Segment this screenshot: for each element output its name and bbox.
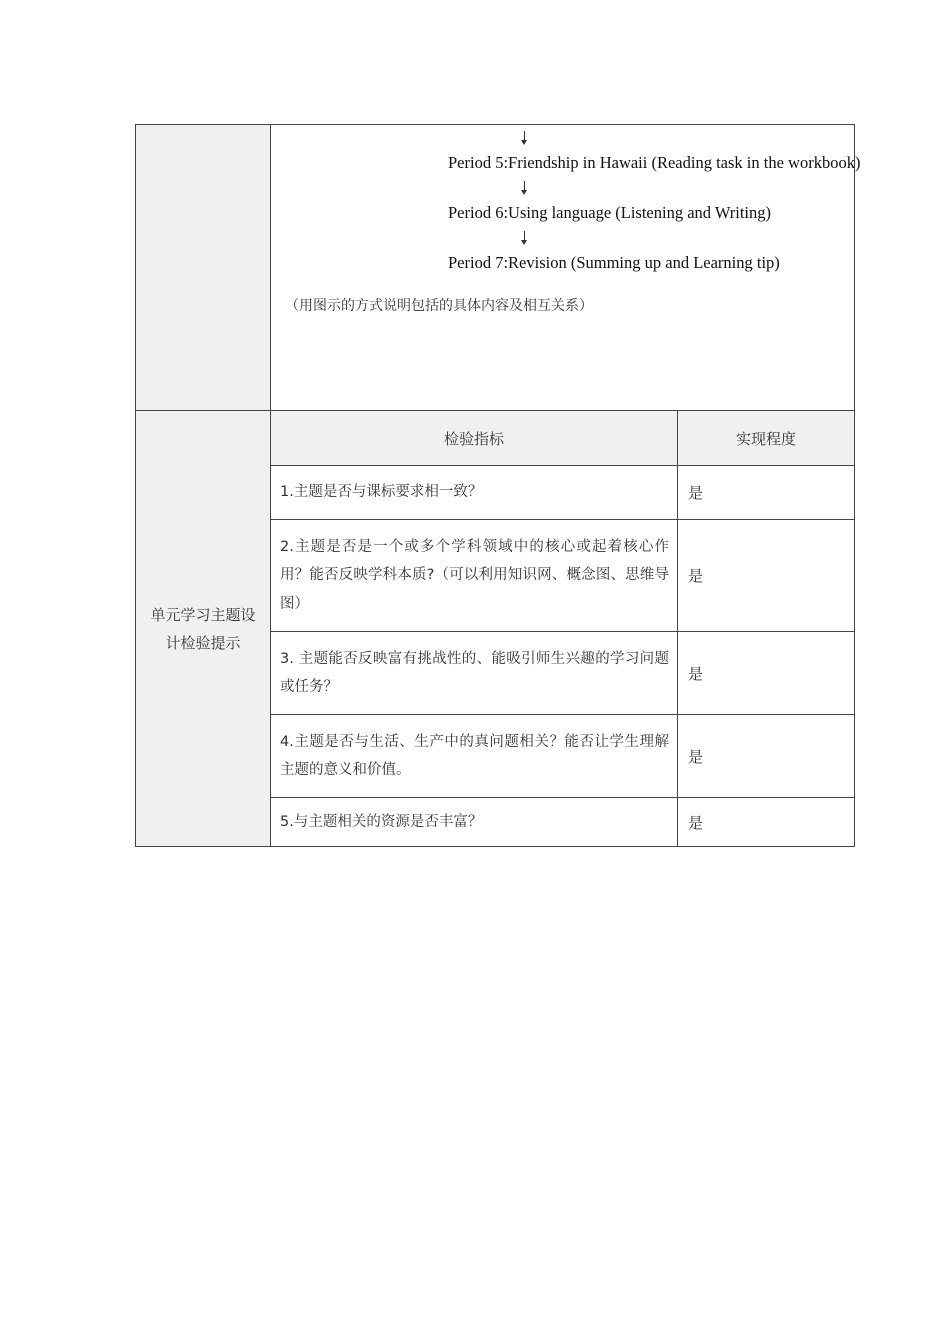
period-6-text: Period 6:Using language (Listening and Writing): [448, 203, 772, 222]
degree-value: 是: [688, 664, 704, 683]
indicator-text: 4.主题是否与生活、生产中的真问题相关？能否让学生理解主题的意义和价值。: [280, 733, 669, 778]
flow-instruction-note: （用图示的方式说明包括的具体内容及相互关系）: [285, 298, 593, 314]
checklist-label-cell: [136, 411, 271, 846]
lesson-flow-row: [136, 125, 861, 411]
indicator-cell: [271, 520, 678, 631]
period-5-text: Period 5:Friendship in Hawaii (Reading task in the workbook): [448, 153, 861, 172]
unit-design-table: [135, 124, 861, 847]
checklist-item-row: [271, 632, 854, 715]
checklist-grid: [271, 411, 854, 846]
lesson-flow-diagram: [271, 125, 861, 410]
checklist-header-row: [271, 411, 854, 466]
degree-cell: [678, 632, 854, 714]
indicator-text: 2.主题是否是一个或多个学科领域中的核心或起着核心作用？能否反映学科本质?（可以利用知识网、概念图、思维导图）: [280, 538, 669, 612]
checklist-item-row: [271, 798, 854, 846]
degree-header-cell: [678, 411, 854, 465]
degree-value: 是: [688, 747, 704, 766]
indicator-cell: [271, 632, 678, 714]
degree-value: 是: [688, 567, 704, 585]
checklist-item-row: [271, 715, 854, 798]
down-arrow-icon: [521, 231, 529, 245]
indicator-column-header: 检验指标: [443, 429, 504, 448]
degree-cell: [678, 520, 854, 631]
degree-value: 是: [688, 484, 704, 502]
indicator-text: 3. 主题能否反映富有挑战性的、能吸引师生兴趣的学习问题或任务？: [280, 650, 669, 695]
flow-label-cell: [136, 125, 271, 410]
down-arrow-icon: [521, 181, 529, 195]
indicator-header-cell: [271, 411, 678, 465]
degree-cell: [678, 798, 854, 846]
checklist-row: [136, 411, 854, 846]
indicator-cell: [271, 798, 678, 846]
indicator-cell: [271, 715, 678, 797]
degree-cell: [678, 715, 854, 797]
checklist-section-label: 单元学习主题设计检验提示: [150, 605, 256, 652]
degree-column-header: 实现程度: [735, 429, 796, 448]
indicator-text: 5.与主题相关的资源是否丰富？: [280, 813, 483, 830]
degree-value: 是: [688, 813, 704, 832]
indicator-text: 1.主题是否与课标要求相一致？: [280, 484, 483, 501]
indicator-cell: [271, 466, 678, 519]
degree-cell: [678, 466, 854, 519]
checklist-item-row: [271, 520, 854, 632]
checklist-item-row: [271, 466, 854, 520]
down-arrow-icon: [521, 131, 529, 145]
period-7-text: Period 7:Revision (Summing up and Learning tip): [448, 253, 780, 272]
